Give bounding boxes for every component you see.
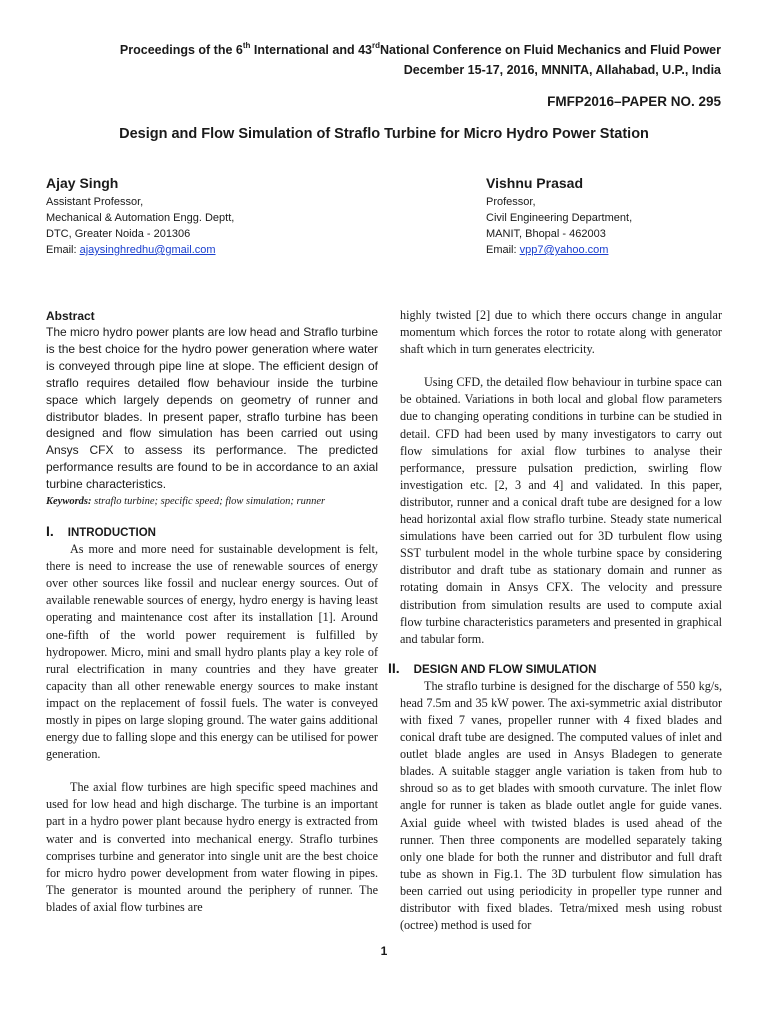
author-block-1	[46, 175, 386, 258]
conference-line-1: Proceedings of the 6th International and 43rdNational Conference on Fluid Mechanics and Fluid Power	[119, 41, 721, 57]
conference-line-2: December 15-17, 2016, MNNITA, Allahabad, U.P., India	[403, 63, 721, 77]
paper-number: FMFP2016–PAPER NO. 295	[547, 94, 721, 109]
author-email-link[interactable]: vpp7@yahoo.com	[519, 244, 609, 256]
keywords-label: Keywords:	[46, 496, 92, 508]
intro-paragraph-2: The axial flow turbines are high specific speed machines and used for low head and high discharge. The turbine is an important part in a hydro power plant because hydro energy is extracted from water and is converted into mechanical energy. Straflo turbines comprises turbine and generator into single unit are the best choice for micro hydro power development from water flowing in pipes. The generator is mounted around the periphery of runner. The blades of axial flow turbines are	[46, 780, 378, 914]
author-email-line	[46, 242, 386, 258]
right-column	[388, 307, 722, 934]
author-name: Ajay Singh	[46, 175, 119, 191]
section-2-heading	[388, 660, 722, 678]
author-name: Vishnu Prasad	[486, 175, 584, 191]
section-title: INTRODUCTION	[67, 527, 156, 540]
email-label: Email:	[46, 244, 80, 256]
keywords	[46, 495, 378, 509]
paper-title: Design and Flow Simulation of Straflo Turbine for Micro Hydro Power Station	[119, 126, 649, 142]
intro-paragraph-2-continued: highly twisted [2] due to which there occurs change in angular momentum which forces the rotor to rotate along with generator shaft which in turn generates electricity.	[400, 308, 722, 357]
author-dept: Civil Engineering Department,	[486, 212, 633, 224]
intro-paragraph-1: As more and more need for sustainable development is felt, there is need to increase the use of renewable sources of energy over other sources like fossil and nuclear energy sources. Out of available renewable sources of energy, hydro energy is having least operating and maintenance cost after its installation [1]. Around one-fifth of the world power requirement is fulfilled by hydropower. Micro, mini and small hydro plants play a key role of rural electrification in many countries and they have greater capacity than all other renewable energy sources to make instant impact on the replacement of fossil fuels. The water is conveyed mostly in pipes on large sloping ground. The water gains additional energy due to falling slope and this energy can be utilised for power generation.	[46, 542, 378, 762]
author-dept: Mechanical & Automation Engg. Deptt,	[46, 212, 235, 224]
author-role: Professor,	[486, 196, 536, 208]
page-number: 1	[380, 944, 388, 958]
author-address: MANIT, Bhopal - 462003	[486, 228, 606, 240]
section-number: II.	[388, 659, 400, 676]
author-role: Assistant Professor,	[46, 196, 144, 208]
author-address: DTC, Greater Noida - 201306	[46, 228, 191, 240]
abstract-text: The micro hydro power plants are low head and Straflo turbine is the best choice for the hydro power generation where water is conveyed through pipe line at slope. The efficient design of straflo requires detailed flow behaviour inside the turbine space which largely depends on geometry of runner and distributor blades. In present paper, straflo turbine has been designed and flow simulation has been carried out using Ansys CFX to assess its performance. The predicted performance results are found to be in accordance to an axial turbine characteristics.	[46, 325, 378, 492]
left-column	[46, 308, 378, 916]
email-label: Email:	[486, 244, 520, 256]
author-block-2	[486, 175, 746, 258]
keywords-text: straflo turbine; specific speed; flow simulation; runner	[91, 496, 326, 508]
author-email-link[interactable]: ajaysinghredhu@gmail.com	[79, 244, 216, 256]
abstract-heading: Abstract	[46, 309, 95, 323]
section-title: DESIGN AND FLOW SIMULATION	[413, 663, 597, 676]
design-paragraph-1: The straflo turbine is designed for the discharge of 550 kg/s, head 7.5m and 35 kW power. The axi-symmetric axial distributor with fixed 7 vanes, propeller runner with 4 fixed blades and conical draft tube are designed. The computed values of inlet and outlet blade angles are used in Ansys Bladegen to generate blades. A suitable stagger angle variation is taken from hub to shroud so as to get blades with smooth curvature. The inlet flow angle for runner is taken as blade outlet angle for guide vanes. Axial guide wheel with twisted blades is used ahead of the runner. Then three components are modelled separately taking only one blade for both the runner and distributor and full draft tube as shown in Fig.1. The 3D turbulent flow simulation has been carried out using periodicity in propeller type runner and distributor with fixed blades. Tetra/mixed mesh using robust (octree) method is used for	[400, 678, 722, 933]
section-number: I.	[46, 523, 54, 540]
author-email-line	[486, 242, 746, 258]
section-1-heading	[46, 523, 378, 541]
intro-paragraph-3: Using CFD, the detailed flow behaviour in turbine space can be obtained. Variations in both local and global flow parameters due to changing operating conditions in turbine can be studied in detail. CFD had been used by many investigators to carry out flow simulations for axial flow turbines to analyse their performance, pressure pulsation prediction, swirling flow investigation etc. [2, 3 and 4] and validated. In this paper, distributor, runner and a conical draft tube are designed for a low head horizontal axial flow straflo turbine. Steady state numerical simulations have been carried out for 3D turbulent flow using SST turbulent model in the whole turbine space by considering distributor and draft tube as stationary domain and runner as rotating domain in Ansys CFX. The velocity and pressure distribution from simulation results are used to compute axial flow turbine characteristics parameters and presented in graphical and tabular form.	[400, 375, 722, 646]
